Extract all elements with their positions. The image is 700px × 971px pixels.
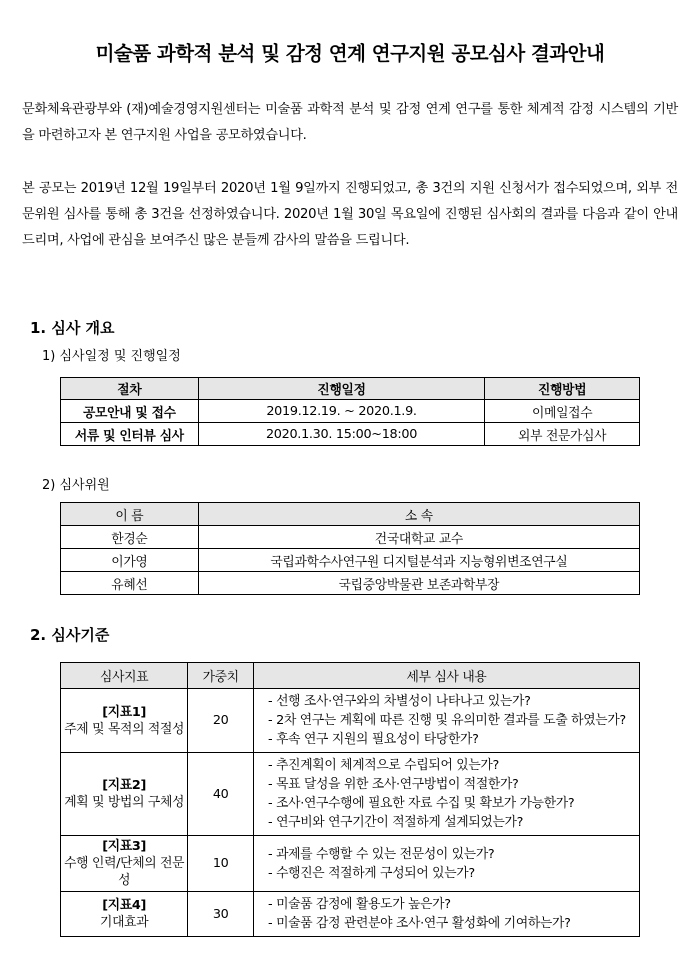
weight-cell: 20 — [188, 689, 254, 753]
detail-cell — [254, 836, 640, 892]
criterion-id: [지표2] — [102, 778, 147, 793]
criterion-cell — [61, 892, 188, 937]
detail-item: - 후속 연구 지원의 필요성이 타당한가? — [268, 732, 479, 747]
weight-cell: 30 — [188, 892, 254, 937]
member-name-cell: 이가영 — [61, 549, 199, 572]
table-row — [61, 549, 640, 572]
schedule-cell: 2019.12.19. ~ 2020.1.9. — [198, 400, 485, 423]
method-cell: 외부 전문가심사 — [485, 423, 640, 446]
table-row — [61, 836, 640, 892]
detail-item: - 수행진은 적절하게 구성되어 있는가? — [268, 865, 475, 881]
criterion-cell — [61, 689, 188, 753]
procedure-cell: 공모안내 및 접수 — [61, 400, 199, 423]
member-name-cell: 한경순 — [61, 526, 199, 549]
criterion-id: [지표4] — [102, 898, 147, 913]
weight-cell: 40 — [188, 753, 254, 836]
table-header-row — [61, 378, 640, 400]
column-header: 세부 심사 내용 — [254, 663, 640, 689]
criterion-name: 기대효과 — [100, 915, 149, 930]
schedule-table — [60, 377, 640, 446]
detail-item: - 미술품 감정 관련분야 조사·연구 활성화에 기여하는가? — [268, 916, 571, 931]
subheading-committee: 2) 심사위원 — [42, 478, 110, 493]
criterion-cell — [61, 753, 188, 836]
section-heading-criteria: 2. 심사기준 — [30, 626, 110, 644]
detail-cell — [254, 689, 640, 753]
intro-paragraph-2: 본 공모는 2019년 12월 19일부터 2020년 1월 9일까지 진행되었고, 총 3건의 지원 신청서가 접수되었으며, 외부 전문위원 심사를 통해 총 3건을 선정하였습니다. 2020년 1월 30일 목요일에 진행된 심사회의 결과를 다음과 같이 안내드리며, 사업에 관심을 보여주신 많은 분들께 감사의 말씀을 드립니다. — [22, 181, 678, 248]
criterion-cell — [61, 836, 188, 892]
column-header: 심사지표 — [61, 663, 188, 689]
column-header: 진행방법 — [485, 378, 640, 400]
table-row — [61, 753, 640, 836]
column-header: 이 름 — [61, 503, 199, 526]
table-header-row — [61, 503, 640, 526]
table-row — [61, 572, 640, 595]
member-affiliation-cell: 국립중앙박물관 보존과학부장 — [198, 572, 639, 595]
procedure-cell: 서류 및 인터뷰 심사 — [61, 423, 199, 446]
detail-item: - 과제를 수행할 수 있는 전문성이 있는가? — [268, 846, 495, 862]
committee-table — [60, 502, 640, 595]
detail-item: - 2차 연구는 계획에 따른 진행 및 유의미한 결과를 도출 하였는가? — [268, 713, 626, 728]
criterion-name: 수행 인력/단체의 전문성 — [64, 856, 185, 888]
detail-item: - 미술품 감정에 활용도가 높은가? — [268, 897, 451, 912]
intro-paragraph-1: 문화체육관광부와 (재)예술경영지원센터는 미술품 과학적 분석 및 감정 연계 연구를 통한 체계적 감정 시스템의 기반을 마련하고자 본 연구지원 사업을 공모하였습니다. — [22, 102, 678, 143]
detail-item: - 추진계획이 체계적으로 수립되어 있는가? — [268, 758, 499, 773]
table-row — [61, 423, 640, 446]
column-header: 가중치 — [188, 663, 254, 689]
criterion-name: 주제 및 목적의 적절성 — [64, 721, 185, 737]
detail-cell — [254, 753, 640, 836]
subheading-schedule: 1) 심사일정 및 진행일정 — [42, 349, 181, 364]
detail-cell — [254, 892, 640, 937]
column-header: 소 속 — [198, 503, 639, 526]
member-name-cell: 유혜선 — [61, 572, 199, 595]
criterion-id: [지표1] — [102, 704, 147, 720]
criterion-name: 계획 및 방법의 구체성 — [64, 795, 185, 810]
member-affiliation-cell: 국립과학수사연구원 디지털분석과 지능형위변조연구실 — [198, 549, 639, 572]
section-heading-overview: 1. 심사 개요 — [30, 319, 115, 337]
table-header-row — [61, 663, 640, 689]
schedule-cell: 2020.1.30. 15:00~18:00 — [198, 423, 485, 446]
weight-cell: 10 — [188, 836, 254, 892]
detail-item: - 조사·연구수행에 필요한 자료 수집 및 확보가 가능한가? — [268, 796, 575, 811]
criterion-id: [지표3] — [102, 839, 147, 854]
method-cell: 이메일접수 — [485, 400, 640, 423]
detail-item: - 목표 달성을 위한 조사·연구방법이 적절한가? — [268, 777, 519, 792]
detail-item: - 연구비와 연구기간이 적절하게 설계되었는가? — [268, 815, 524, 830]
page-title: 미술품 과학적 분석 및 감정 연계 연구지원 공모심사 결과안내 — [95, 42, 605, 65]
detail-item: - 선행 조사·연구와의 차별성이 나타나고 있는가? — [268, 694, 531, 709]
table-row — [61, 400, 640, 423]
column-header: 진행일정 — [198, 378, 485, 400]
table-row — [61, 526, 640, 549]
column-header: 절차 — [61, 378, 199, 400]
table-row — [61, 689, 640, 753]
criteria-table — [60, 662, 640, 937]
table-row — [61, 892, 640, 937]
member-affiliation-cell: 건국대학교 교수 — [198, 526, 639, 549]
